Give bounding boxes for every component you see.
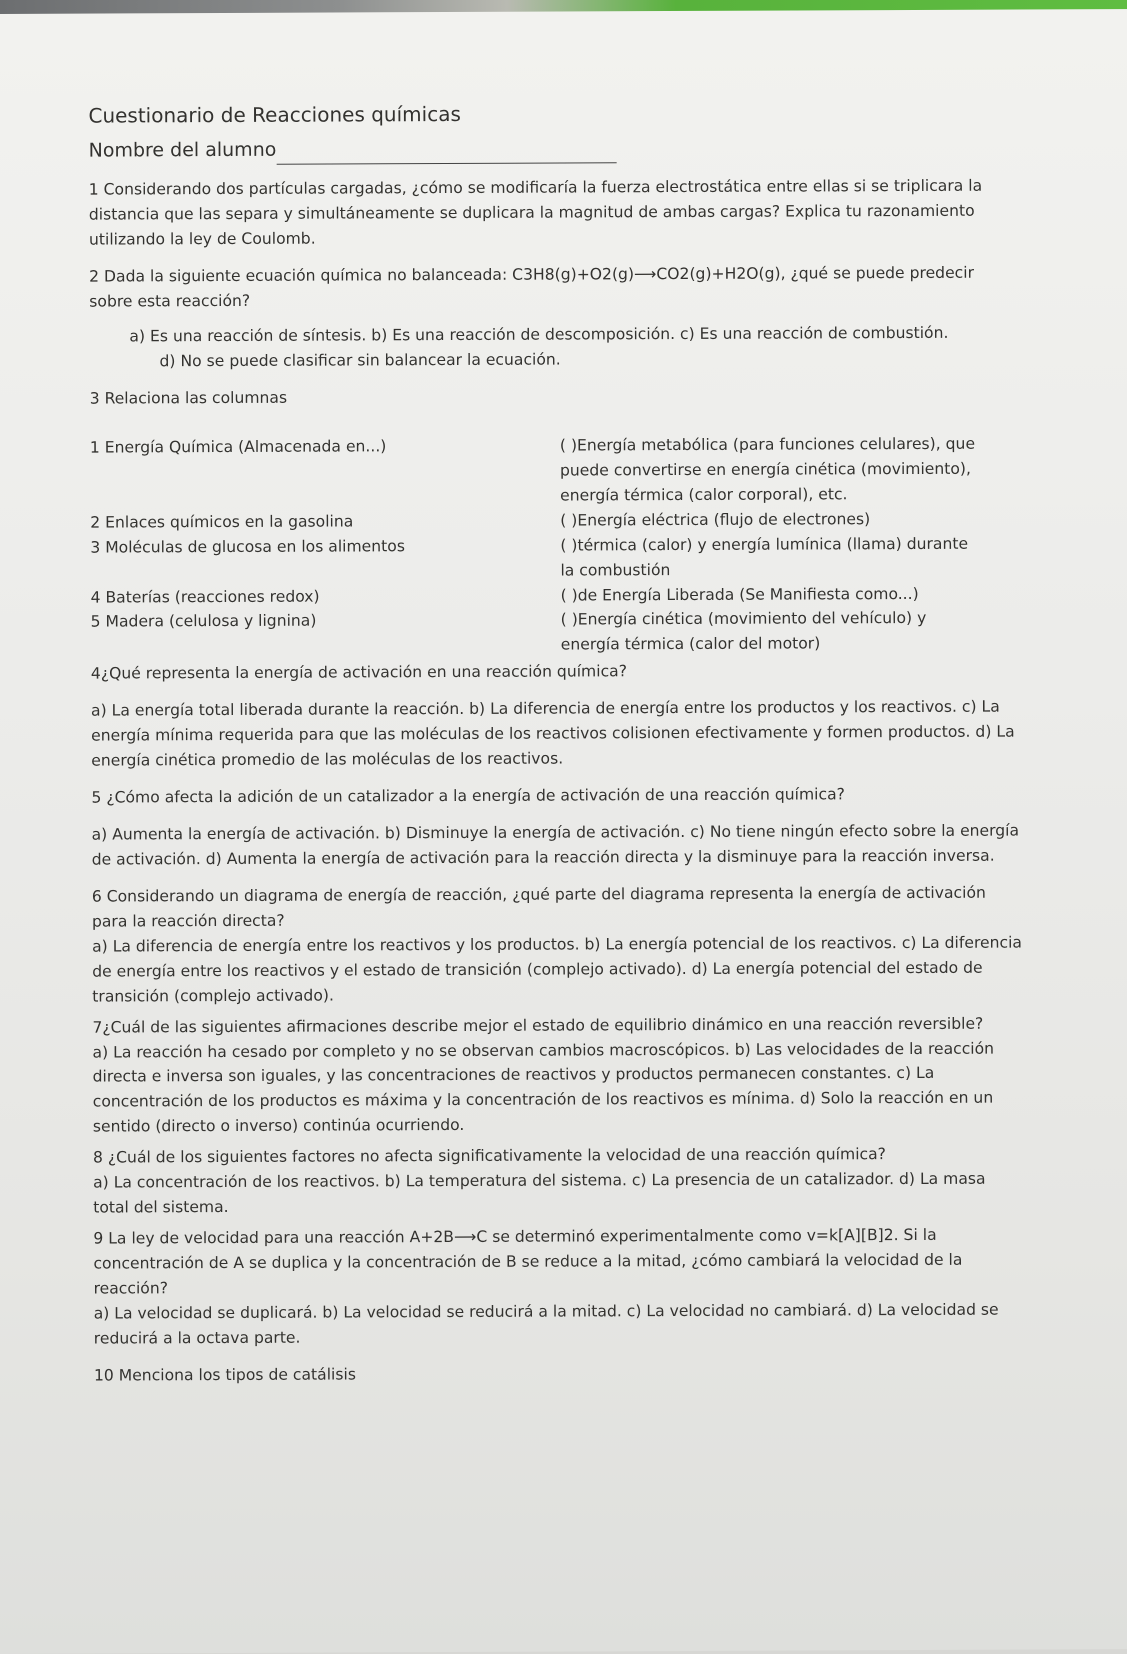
left-item-4: 4 Baterías (reacciones redox)	[90, 587, 320, 607]
question-6: 6 Considerando un diagrama de energía de reacción, ¿qué parte del diagrama representa la energía de activación para la reacción directa?	[91, 883, 986, 931]
right-item-3[interactable]: ( )térmica (calor) y energía lumínica (llama) durante la combustión	[560, 534, 969, 580]
question-8: 8 ¿Cuál de los siguientes factores no afecta significativamente la velocidad de una reacción química?	[92, 1145, 886, 1167]
name-label: Nombre del alumno	[88, 138, 277, 162]
page-title: Cuestionario de Reacciones químicas	[88, 101, 461, 128]
question-9-options: a) La velocidad se duplicará. b) La velocidad se reducirá a la mitad. c) La velocidad no cambiará. d) La velocidad se reducirá a la octava parte.	[93, 1300, 999, 1348]
question-6-options: a) La diferencia de energía entre los reactivos y los productos. b) La energía potencial de los reactivos. c) La diferencia de energía entre los reactivos y el estado de transición (complejo activado). d) La energía potencial del estado de transición (complejo activado).	[92, 933, 1022, 1006]
questionnaire	[88, 96, 1024, 1389]
left-item-3: 3 Moléculas de glucosa en los alimentos	[90, 536, 405, 557]
question-5-options: a) Aumenta la energía de activación. b) Disminuye la energía de activación. c) No tiene ningún efecto sobre la energía de activación. d) Aumenta la energía de activación para la reacción directa y la disminuye para la reacción inversa.	[91, 821, 1020, 869]
left-item-1: 1 Energía Química (Almacenada en...)	[89, 437, 387, 457]
question-1: 1 Considerando dos partículas cargadas, ¿cómo se modificaría la fuerza electrostática entre ellas si se triplicara la distancia que las separa y simultáneamente se duplicara la magnitud de ambas cargas? Explica tu razonamiento utilizando la ley de Coulomb.	[88, 177, 983, 249]
question-9: 9 La ley de velocidad para una reacción A+2B⟶C se determinó experimentalmente como v=k[A][B]2. Si la concentración de A se duplica y la concentración de B se reduce a la mitad, ¿cómo cambiará la velocidad de la reacción?	[93, 1225, 963, 1298]
right-item-1[interactable]: ( )Energía metabólica (para funciones celulares), que puede convertirse en energía cinética (movimiento), energía térmica (calor corporal), etc.	[559, 434, 976, 505]
matching-columns	[90, 417, 1021, 659]
left-item-5: 5 Madera (celulosa y lignina)	[90, 612, 317, 632]
name-blank[interactable]	[276, 145, 616, 165]
question-7-options: a) La reacción ha cesado por completo y no se observan cambios macroscópicos. b) Las velocidades de la reacción directa e inversa son iguales, y las concentraciones de reactivos y productos permanecen constantes. c) La concentración de los productos es máxima y la concentración de los reactivos es mínima. d) Solo la reacción en un sentido (directo o inverso) continúa ocurriendo.	[92, 1039, 995, 1136]
question-2: 2 Dada la siguiente ecuación química no balanceada: C3H8(g)+O2(g)⟶CO2(g)+H2O(g), ¿qué se puede predecir sobre esta reacción?	[89, 263, 975, 311]
question-4: 4¿Qué representa la energía de activación en una reacción química?	[90, 662, 628, 683]
question-8-options: a) La concentración de los reactivos. b) La temperatura del sistema. c) La presencia de un catalizador. d) La masa total del sistema.	[93, 1169, 986, 1217]
name-field[interactable]	[89, 132, 1019, 166]
question-10: 10 Menciona los tipos de catálisis	[93, 1365, 356, 1385]
question-4-options: a) La energía total liberada durante la reacción. b) La diferencia de energía entre los productos y los reactivos. c) La energía mínima requerida para que las moléculas de los reactivos colisionen efectivamente y formen productos. d) La energía cinética promedio de las moléculas de los reactivos.	[91, 697, 1015, 770]
paper-sheet	[0, 9, 1127, 1654]
question-2-option-d: d) No se puede clasificar sin balancear la ecuación.	[159, 350, 561, 371]
left-item-2: 2 Enlaces químicos en la gasolina	[90, 512, 354, 532]
right-item-2[interactable]: ( )Energía eléctrica (flujo de electrones)	[560, 509, 871, 530]
right-item-5[interactable]: ( )Energía cinética (movimiento del vehículo) y energía térmica (calor del motor)	[560, 609, 927, 654]
question-5: 5 ¿Cómo afecta la adición de un catalizador a la energía de activación de una reacción química?	[91, 785, 845, 807]
question-7: 7¿Cuál de las siguientes afirmaciones describe mejor el estado de equilibrio dinámico en una reacción reversible?	[92, 1014, 984, 1037]
question-2-options-abc: a) Es una reacción de síntesis. b) Es una reacción de descomposición. c) Es una reacción de combustión.	[129, 323, 949, 346]
right-item-4[interactable]: ( )de Energía Liberada (Se Manifiesta como...)	[560, 584, 919, 605]
question-3: 3 Relaciona las columnas	[89, 388, 288, 408]
